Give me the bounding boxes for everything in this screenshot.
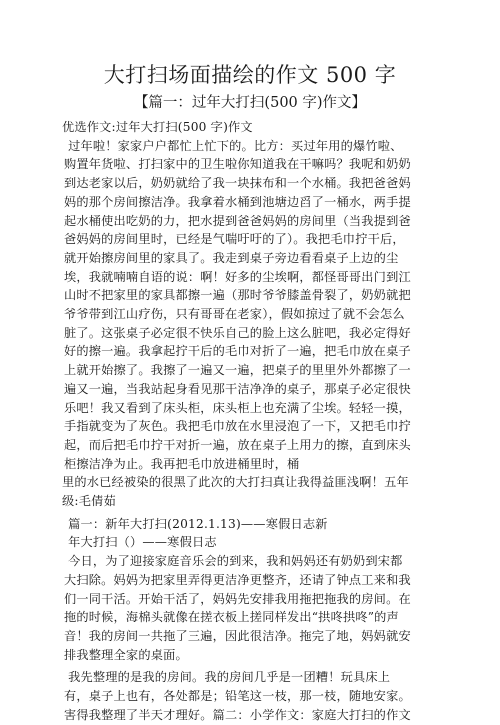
body-paragraph: 今日，为了迎接家庭音乐会的到来，我和妈妈还有奶奶到宋都大扫除。妈妈为把家里弄得更洁净更整齐，还请了钟点工来和我们一同干活。开始干活了，妈妈先安排我用拖把拖我的房间。在拖的时候，海棉头就像在搓衣板上搓同样发出“拱咚拱咚”的声音！我的房间一共拖了三遍，因此很洁净。拖完了地，妈妈就安排我整理全家的桌面。 — [64, 554, 411, 662]
document-body — [62, 118, 414, 725]
body-paragraph: 过年啦！家家户户都忙上忙下的。比方：买过年用的爆竹啦、购置年货啦、打扫家中的卫生啦你知道我在干嘛吗？我呢和奶奶到达老家以后，奶奶就给了我一块抹布和一个水桶。我把爸爸妈妈的那个房间擦洁净。我拿着水桶到池塘边舀了一桶水，两手提起水桶使出吃奶的力，把水提到爸爸妈妈的房间里（当我提到爸爸妈妈的房间里时，已经是气喘吁吁的了）。我把毛巾拧干后，就开始擦房间里的家具了。我走到桌子旁边看看桌子上边的尘埃，我就喃喃自语的说：啊！好多的尘埃啊，都怪哥哥出门到江山时不把家里的家具都擦一遍（那时爷爷膝盖骨裂了，奶奶就把爷爷带到江山疗伤，只有哥哥在老家），假如掠过了就不会怎么脏了。这张桌子必定很不快乐自己的脸上这么脏吧，我必定得好好的擦一遍。我拿起拧干后的毛巾对折了一遍，把毛巾放在桌子上就开始擦了。我擦了一遍又一遍，把桌子的里里外外都擦了一遍又一遍，当我站起身看见那干洁净净的桌子，那桌子必定很快乐吧！我又看到了床头柜，床头柜上也充满了尘埃。轻轻一摸，手指就变为了灰色。我把毛巾放在水里浸泡了一下，又把毛巾拧起，而后把毛巾拧干对折一遍，放在桌子上用力的擦，直到床头柜擦洁净为止。我再把毛巾放进桶里时，桶 — [64, 138, 411, 471]
body-paragraph: 篇一：新年大打扫(2012.1.13)——寒假日志新 — [64, 516, 328, 531]
section-heading: 优选作文:过年大打扫(500 字)作文 — [62, 120, 253, 134]
page-subtitle: 【篇一：过年大打扫(500 字)作文】 — [133, 95, 367, 111]
body-paragraph: 里的水已经被染的很黑了此次的大打扫真让我得益匪浅啊！五年级:毛倩茹 — [62, 475, 409, 509]
body-paragraph: 年大打扫（）——寒假日志 — [64, 535, 217, 550]
page-title: 大打扫场面描绘的作文 500 字 — [103, 63, 397, 87]
body-paragraph: 我先整理的是我的房间。我的房间几乎是一团糟！玩具床上有，桌子上也有，各处都是；铅笔这一枝，那一枝，随地安家。害得我整理了半天才理好。篇二：小学作文：家庭大打扫的作文 — [64, 670, 411, 722]
